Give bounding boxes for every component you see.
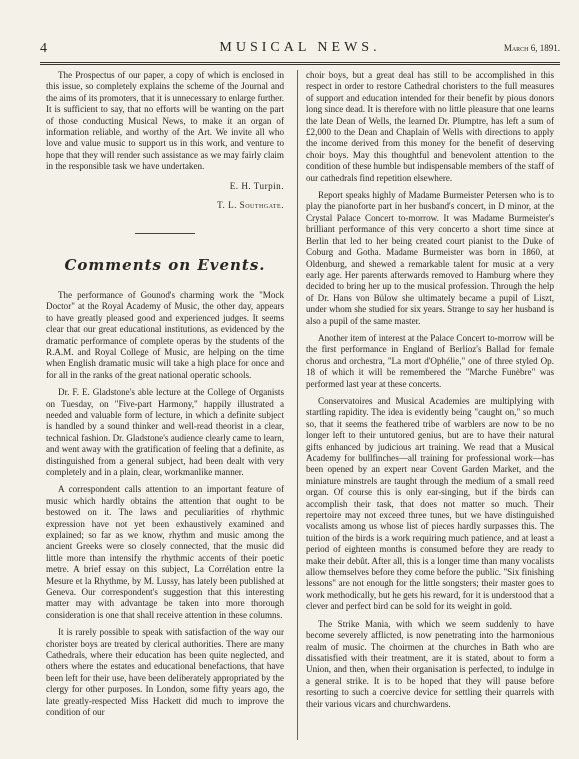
column-divider bbox=[297, 70, 298, 740]
issue-date: March 6, 1891. bbox=[503, 43, 560, 53]
signature-southgate: T. L. Southgate. bbox=[217, 200, 284, 211]
article-paragraph: The Strike Mania, with which we seem suddenly to have become severely afflicted, is now penetrating into the harmonious realm of music. The choirmen at the churches in Bath who are dissatisfied with their treatment, are it is stated, about to form a Union, and then, when their organisation is perfected, to indulge in a general strike. It is to be hoped that they will pause before resorting to such a coercive device for settling their quarrels with their various vicars and churchwardens. bbox=[306, 618, 554, 709]
section-title: Comments on Events. bbox=[64, 256, 266, 275]
page-number: 4 bbox=[40, 41, 47, 56]
masthead-title: MUSICAL NEWS. bbox=[219, 40, 381, 55]
article-paragraph: Dr. F. E. Gladstone's able lecture at the College of Organists on Tuesday, on "Five-part Harmony," happily illustrated a needed and valuable form of lecture, in which a definite subject is handled by a sound thinker and well-read theorist in a clear, technical fashion. Dr. Gladstone's audience clearly came to learn, and went away with the gratification of feeling that a definite, as distinguished from a general subject, had been dealt with very completely and in a plain, clear, workmanlike manner. bbox=[46, 387, 284, 477]
left-column bbox=[46, 70, 284, 725]
section-separator bbox=[135, 233, 195, 234]
header-rule-double bbox=[40, 64, 560, 65]
article-paragraph: A correspondent calls attention to an important feature of music which hardly obtains the attention that ought to be bestowed on it. The laws and peculiarities of rhythmic expression have not yet been exhaustively examined and explained; so far as we know, rhythm and music among the ancient Greeks were so closely connected, that the music did little more than intensify the rhythmic accents of their poetic metre. A brief essay on this subject, La Corrélation entre la Mesure et la Rhythme, by M. Lussy, has lately been published at Geneva. Our correspondent's suggestion that this interesting matter may with advantage be taken into more thorough consideration is one that shall receive attention in these columns. bbox=[46, 484, 284, 620]
header-rule bbox=[40, 62, 560, 63]
article-paragraph: choir boys, but a great deal has still to be accomplished in this respect in order to restore Cathedral choristers to the full measures of support and education intended for their benefit by pious donors long since dead. It is therefore with no little pleasure that one learns the late Dean of Wells, the learned Dr. Plumptre, has left a sum of £2,000 to the Dean and Chaplain of Wells with directions to apply the income derived from this money for the benefit of deserving choir boys. May this thoughtful and benevolent attention to the condition of these humble but indispensable members of the staff of our cathedrals find repetition elsewhere. bbox=[306, 70, 554, 183]
article-paragraph: Another item of interest at the Palace Concert to-morrow will be the first performance in England of Berlioz's Ballad for female chorus and orchestra, "La mort d'Ophélie," one of three styled Op. 18 of which it will be remembered the "Marche Funèbre" was performed last year at these concerts. bbox=[306, 332, 554, 389]
prospectus-paragraph: The Prospectus of our paper, a copy of which is enclosed in this issue, so completely explains the scheme of the Journal and the aims of its promoters, that it is unnecessary to enlarge further. It is sufficient to say, that no efforts will be wanting on the part of those conducting Musical News, to make it an organ of information reliable, and worthy of the Art. We invite all who love and value music to support us in this work, and venture to hope that they will render such assistance as we may fairly claim in the responsible task we have undertaken. bbox=[46, 70, 284, 172]
article-paragraph: Conservatoires and Musical Academies are multiplying with startling rapidity. The idea is evidently being "caught on," so much so, that it seems the feathered tribe of warblers are now to be no longer left to their untutored genius, but are to have their natural gifts enhanced by judicious art training. We read that a Musical Academy for bullfinches—all training for professional work—has been opened by an expert near Covent Garden Market, and the miniature minstrels are taught through the medium of a small reed organ. Of course this is only ear-singing, but if the birds can accomplish their task, that does not matter so much. Their repertoire may not exceed three tunes, but we have distinguished vocalists among us whose list of pieces hardly surpasses this. The tuition of the birds is a work requiring much patience, and at least a period of eighteen months is consumed before they are ready to make their debût. After all, this is a longer time than many vocalists allow themselves before they come before the public. "Six finishing lessons" are not enough for the little songsters; their master goes to work methodically, but he gets his reward, for it is understood that a clever and perfect bird can be sold for its weight in gold. bbox=[306, 395, 554, 612]
article-paragraph: The performance of Gounod's charming work the "Mock Doctor" at the Royal Academy of Music, the other day, appears to have greatly pleased good and experienced judges. It seems clear that our great educational institutions, as evidenced by the dramatic performance of complete operas by the students of the R.A.M. and Royal College of Music, are helping on the time when English dramatic music will take a high place for once and for all in the ranks of the great national operatic schools. bbox=[46, 289, 284, 380]
article-paragraph: Report speaks highly of Madame Burmeister Petersen who is to play the pianoforte part in her husband's concert, in D minor, at the Crystal Palace Concert to-morrow. It was Madame Burmeister's brilliant performance of this very concerto a short time since at Berlin that led to her being created court pianist to the Duke of Coburg and Gotha. Madame Burmeister was born in 1860, at Oldenburg, and shewed a remarkable talent for music at a very early age. Her parents afterwards removed to Hamburg where they decided to bring her up to the musical profession. Through the help of Dr. Hans von Bülow she ultimately became a pupil of Liszt, under whom she studied for six years. Strange to say her husband is also a pupil of the same master. bbox=[306, 190, 554, 326]
right-column bbox=[306, 70, 554, 716]
signature-turpin: E. H. Turpin. bbox=[229, 180, 284, 191]
page-header bbox=[40, 40, 560, 60]
article-paragraph: It is rarely possible to speak with satisfaction of the way our chorister boys are treated by clerical authorities. There are many Cathedrals, where their education has been quite neglected, and others where the estates and educational benefactions, that have been left for their use, have been deliberately appropriated by the clergy for other purposes. In London, some fifty years ago, the late greatly-respected Miss Hackett did much to improve the condition of our bbox=[46, 627, 284, 718]
